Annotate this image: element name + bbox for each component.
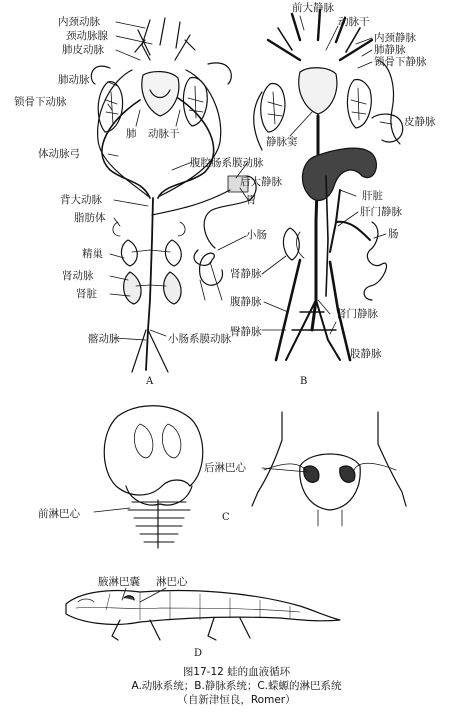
label-posterior-lymph-heart: 后淋巴心: [204, 462, 246, 474]
panel-letter-a: A: [146, 376, 154, 387]
label-abdominal-vein: 腹静脉: [230, 296, 262, 308]
label-pulmonary-artery: 肺动脉: [58, 74, 90, 86]
label-iliac-artery: 髂动脉: [88, 333, 120, 345]
label-hepatic-portal-vein: 肝门静脉: [360, 206, 402, 218]
label-renal-vein: 肾静脉: [230, 268, 262, 280]
caption-source: （自新津恒良，Romer）: [177, 694, 296, 706]
panel-letter-d: D: [194, 648, 203, 659]
label-renal-portal-vein: 肾门静脉: [336, 308, 378, 320]
label-subclavian-artery: 锁骨下动脉: [14, 96, 67, 108]
label-small-intestine: 小肠: [246, 229, 267, 241]
label-femoral-vein: 股静脉: [350, 348, 382, 360]
label-subclavian-vein: 锁骨下静脉: [374, 56, 427, 68]
panel-letter-c: C: [222, 512, 230, 523]
arterial-system-drawing: [91, 18, 256, 372]
caption-title: 图17-12 蛙的血液循环: [182, 666, 291, 678]
label-stomach: 胃: [246, 194, 257, 206]
label-anterior-lymph-heart: 前淋巴心: [38, 508, 80, 520]
panel-letter-b: B: [300, 376, 308, 387]
label-carotid-gland: 颈动脉腺: [66, 30, 108, 42]
label-truncus-b: 动脉干: [338, 16, 370, 28]
label-axillary-lymph-sac: 腋淋巴囊: [98, 576, 140, 588]
label-mesenteric-artery: 小肠系膜动脉: [168, 333, 231, 345]
label-truncus-a: 动脉干: [148, 128, 180, 140]
label-coeliacomesenteric-artery: 腹腔肠系膜动脉: [190, 157, 264, 169]
label-kidney: 肾脏: [76, 288, 97, 300]
label-pulmocutaneous-artery: 肺皮动脉: [62, 44, 104, 56]
label-anterior-vena-cava: 前大静脉: [292, 2, 334, 14]
label-pulmonary-vein: 肺静脉: [374, 44, 406, 56]
label-cutaneous-vein: 皮静脉: [404, 116, 436, 128]
label-lymph-heart: 淋巴心: [156, 576, 188, 588]
label-internal-carotid: 内颈动脉: [58, 16, 100, 28]
label-lung-a: 肺: [126, 128, 137, 140]
label-internal-jugular: 内颈静脉: [374, 32, 416, 44]
label-systemic-arch: 体动脉弓: [38, 148, 80, 160]
label-renal-artery: 肾动脉: [62, 270, 94, 282]
label-testis: 精巢: [82, 248, 103, 260]
label-liver: 肝脏: [362, 190, 383, 202]
label-sciatic-vein: 臀静脉: [230, 326, 262, 338]
salamander-drawing: [66, 591, 340, 641]
lymph-system-drawing: [104, 406, 406, 548]
label-dorsal-aorta: 背大动脉: [60, 194, 102, 206]
label-sinus-venosus: 静脉窦: [266, 136, 298, 148]
label-posterior-vena-cava: 后大静脉: [240, 176, 282, 188]
label-intestine: 肠: [388, 228, 399, 240]
label-fat-body: 脂肪体: [74, 212, 106, 224]
caption-description: A.动脉系统；B.静脉系统；C.蝾螈的淋巴系统: [131, 680, 342, 692]
